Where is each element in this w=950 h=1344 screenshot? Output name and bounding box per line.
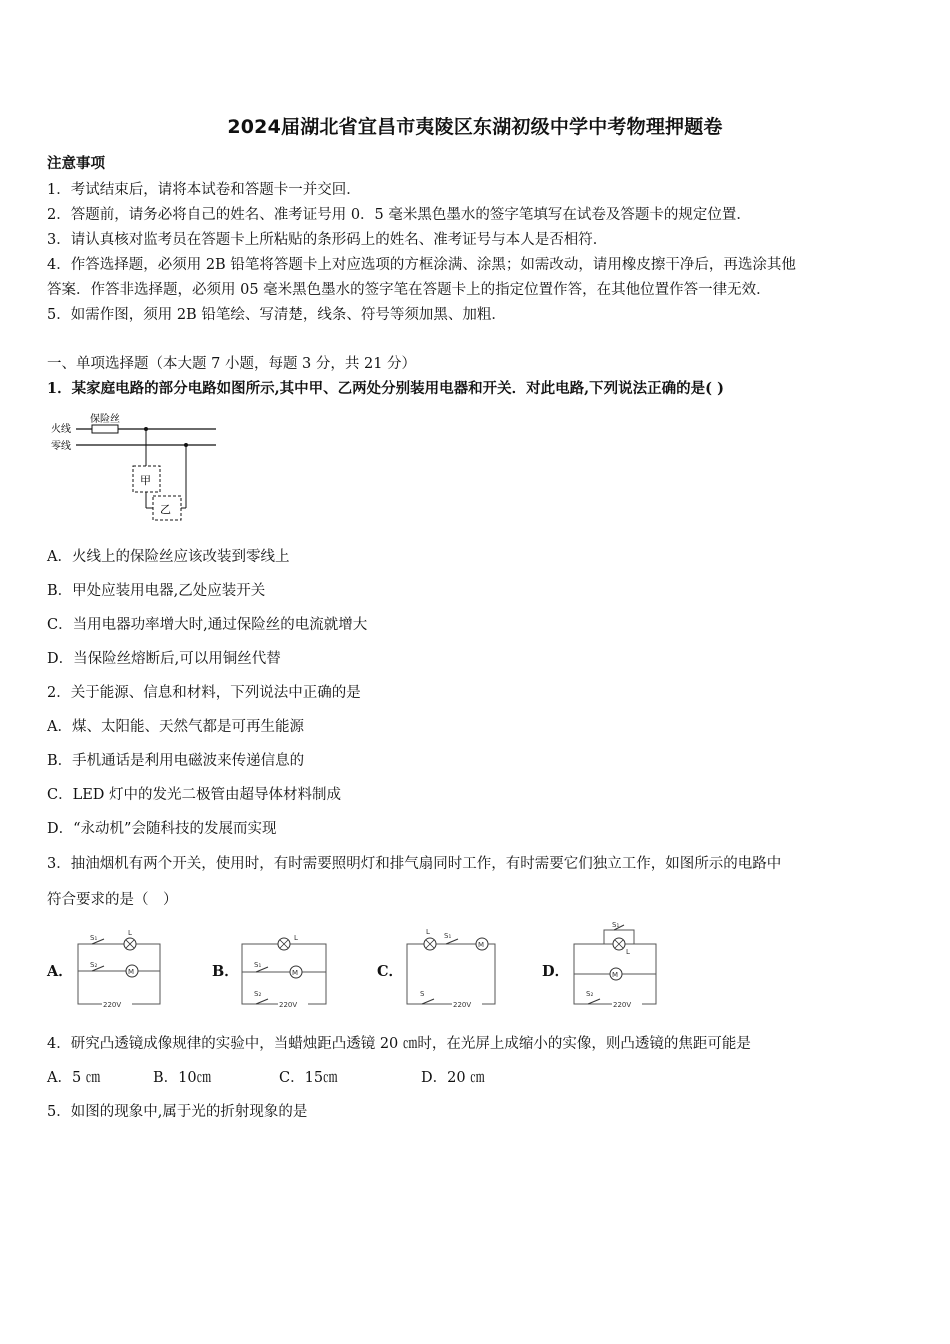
q2-option-d: D．“永动机”会随科技的发展而实现 xyxy=(47,821,277,837)
q1-option-a: A．火线上的保险丝应该改装到零线上 xyxy=(47,549,290,565)
switch-s1-label: S₁ xyxy=(444,932,452,940)
voltage-label: 220V xyxy=(103,1001,122,1009)
notice-item: 4．作答选择题，必须用 2B 铅笔将答题卡上对应选项的方框涂满、涂黑；如需改动，请用橡皮擦干净后，再选涂其他 xyxy=(47,257,796,273)
motor-label: M xyxy=(478,941,485,949)
lamp-label: L xyxy=(294,934,298,942)
q1-option-c: C．当用电器功率增大时,通过保险丝的电流就增大 xyxy=(47,617,368,633)
switch-s1-label: S₁ xyxy=(90,934,98,942)
q4-option-a: A．5 ㎝ xyxy=(47,1070,101,1086)
notice-heading: 注意事项 xyxy=(47,155,105,172)
notice-item: 答案．作答非选择题，必须用 05 毫米黑色墨水的签字笔在答题卡上的指定位置作答，在其他位置作答一律无效． xyxy=(47,282,771,298)
switch-s2-label: S₂ xyxy=(254,990,262,998)
q1-option-b: B．甲处应装用电器,乙处应装开关 xyxy=(47,583,266,599)
page-title: 2024届湖北省宜昌市夷陵区东湖初级中学中考物理押题卷 xyxy=(227,116,723,138)
question-2-stem: 2．关于能源、信息和材料，下列说法中正确的是 xyxy=(47,685,361,701)
lamp-label: L xyxy=(128,929,132,937)
switch-s-label: S xyxy=(420,990,425,998)
question-4-stem: 4．研究凸透镜成像规律的实验中，当蜡烛距凸透镜 20 ㎝时，在光屏上成缩小的实像，则凸透镜的焦距可能是 xyxy=(47,1036,751,1052)
fuse-label: 保险丝 xyxy=(90,414,120,425)
q1-option-d: D．当保险丝熔断后,可以用铜丝代替 xyxy=(47,651,281,667)
q4-option-d: D．20 ㎝ xyxy=(421,1070,485,1086)
q2-option-c: C．LED 灯中的发光二极管由超导体材料制成 xyxy=(47,787,342,803)
voltage-label: 220V xyxy=(279,1001,298,1009)
q4-option-b: B．10㎝ xyxy=(153,1070,212,1086)
q1-circuit-figure xyxy=(48,408,223,526)
jia-label: 甲 xyxy=(140,474,151,487)
switch-s1-label: S₁ xyxy=(254,961,262,969)
q2-option-b: B．手机通话是利用电磁波来传递信息的 xyxy=(47,753,305,769)
fuse-symbol xyxy=(92,425,118,433)
question-3-stem-line1: 3．抽油烟机有两个开关，使用时，有时需要照明灯和排气扇同时工作，有时需要它们独立工作，如图所示的电路中 xyxy=(47,856,782,872)
q3-circuit-c xyxy=(402,922,502,1010)
q3-circuit-a xyxy=(72,926,164,1010)
q3-circuit-d xyxy=(570,918,660,1010)
question-5-stem: 5．如图的现象中,属于光的折射现象的是 xyxy=(47,1104,308,1120)
q3-label-a: A． xyxy=(47,963,73,980)
q3-label-b: B． xyxy=(212,963,239,980)
q2-option-a: A．煤、太阳能、天然气都是可再生能源 xyxy=(47,719,304,735)
lamp-label: L xyxy=(426,928,430,936)
q3-circuit-b xyxy=(238,926,330,1010)
yi-label: 乙 xyxy=(160,503,171,516)
switch-s1-label: S₁ xyxy=(612,921,620,929)
neutral-wire-label: 零线 xyxy=(51,441,71,452)
motor-label: M xyxy=(292,969,299,977)
q4-option-c: C．15㎝ xyxy=(279,1070,338,1086)
notice-item: 5．如需作图，须用 2B 铅笔绘、写清楚，线条、符号等须加黑、加粗． xyxy=(47,307,506,323)
question-1-stem: 1．某家庭电路的部分电路如图所示,其中甲、乙两处分别装用电器和开关．对此电路,下列说法正确的是( ) xyxy=(47,380,724,397)
notice-item: 2．答题前，请务必将自己的姓名、准考证号用 0．5 毫米黑色墨水的签字笔填写在试卷及答题卡的规定位置． xyxy=(47,207,751,223)
switch-s2-label: S₂ xyxy=(586,990,594,998)
notice-item: 1．考试结束后，请将本试卷和答题卡一并交回． xyxy=(47,182,361,198)
question-3-stem-line2: 符合要求的是（ ） xyxy=(47,892,178,908)
q3-label-c: C． xyxy=(377,963,404,980)
lamp-label: L xyxy=(626,948,630,956)
switch-s2-label: S₂ xyxy=(90,961,98,969)
motor-label: M xyxy=(612,971,619,979)
motor-label: M xyxy=(128,968,135,976)
voltage-label: 220V xyxy=(613,1001,632,1009)
voltage-label: 220V xyxy=(453,1001,472,1009)
q3-label-d: D． xyxy=(542,963,570,980)
section-heading: 一、单项选择题（本大题 7 小题，每题 3 分，共 21 分） xyxy=(47,356,417,372)
fire-wire-label: 火线 xyxy=(51,424,71,435)
notice-item: 3．请认真核对监考员在答题卡上所粘贴的条形码上的姓名、准考证号与本人是否相符． xyxy=(47,232,608,248)
